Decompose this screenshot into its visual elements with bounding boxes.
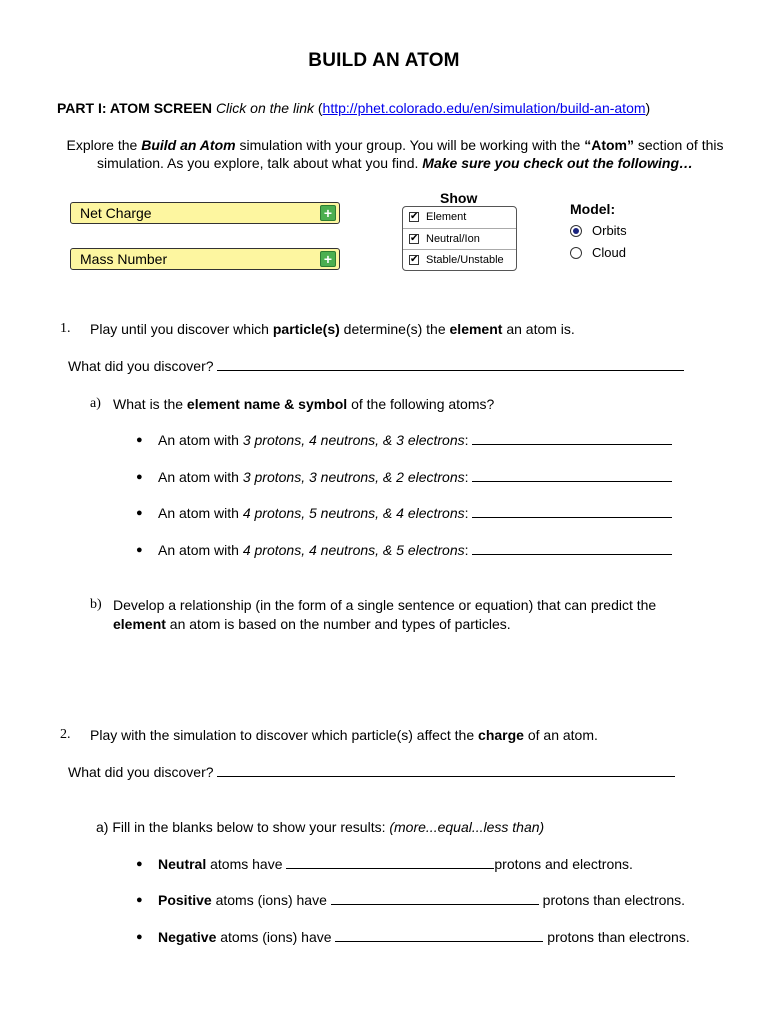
atom-item-post: : — [464, 432, 469, 448]
atom-item-pre: An atom with — [158, 469, 243, 485]
answer-blank[interactable] — [286, 856, 494, 869]
answer-blank[interactable] — [472, 469, 672, 482]
atom-item-3 — [158, 505, 672, 521]
q2-discover-label: What did you discover? — [68, 764, 214, 780]
atom-item-pre: An atom with — [158, 432, 243, 448]
atom-item-pre: An atom with — [158, 542, 243, 558]
charge-item-negative — [158, 929, 690, 945]
checkbox-checked-icon: ✔ — [410, 233, 419, 244]
q2-discover-line — [68, 764, 675, 780]
part1-label: PART I: ATOM SCREEN — [57, 100, 213, 116]
bullet-icon: ● — [136, 894, 143, 906]
page-title: BUILD AN ATOM — [308, 50, 460, 71]
q2a-line — [96, 819, 544, 835]
q2-charge: charge — [478, 727, 524, 743]
question-2-text — [90, 727, 598, 743]
expand-plus-icon: + — [320, 205, 336, 221]
answer-blank[interactable] — [217, 764, 675, 777]
atom-item-desc: 4 protons, 4 neutrons, & 5 electrons — [242, 542, 465, 558]
radio-selected-icon — [570, 225, 582, 237]
atom-item-post: : — [464, 542, 469, 558]
q1a-label: a) — [90, 396, 101, 411]
model-title: Model: — [570, 201, 616, 217]
simulation-link[interactable]: http://phet.colorado.edu/en/simulation/build-an-atom — [322, 100, 646, 116]
expand-plus-icon: + — [320, 251, 336, 267]
atom-item-desc: 3 protons, 4 neutrons, & 3 electrons — [242, 432, 465, 448]
q1a-text-2: of the following atoms? — [347, 396, 495, 412]
show-item-label: Element — [426, 211, 467, 223]
q1a-text — [113, 396, 494, 412]
intro-paragraph — [40, 136, 750, 172]
mass-number-label: Mass Number — [80, 251, 168, 267]
charge-item-positive — [158, 892, 685, 908]
intro-sim-name: Build an Atom — [141, 137, 236, 153]
atom-item-2 — [158, 469, 672, 485]
q1-text-3: an atom is. — [502, 321, 575, 337]
part1-instruction: Click on the link — [215, 100, 314, 116]
q2-text-1: Play with the simulation to discover which particle(s) affect the — [90, 727, 479, 743]
answer-blank[interactable] — [217, 358, 684, 371]
charge-item-neutral — [158, 856, 633, 872]
q1b-label: b) — [90, 597, 102, 612]
q1-text-1: Play until you discover which — [90, 321, 273, 337]
q2a-label: a) — [96, 819, 109, 835]
intro-atom-section: “Atom” — [584, 137, 634, 153]
checkbox-checked-icon: ✔ — [410, 254, 419, 265]
model-option-orbits: Orbits — [592, 223, 627, 238]
charge-item-bold: Negative — [158, 929, 217, 945]
intro-text-2: simulation with your group. You will be working with the — [235, 137, 585, 153]
q1b-text-line-1: Develop a relationship (in the form of a single sentence or equation) that can predict the — [113, 597, 657, 613]
q1-particles: particle(s) — [272, 321, 340, 337]
intro-text-1: Explore the — [66, 137, 142, 153]
charge-item-pre: atoms (ions) have — [211, 892, 331, 908]
intro-emphasis: Make sure you check out the following… — [422, 155, 693, 171]
q1b-text-line-2 — [113, 616, 511, 632]
q2a-text: Fill in the blanks below to show your results: — [112, 819, 390, 835]
answer-blank[interactable] — [472, 432, 672, 445]
atom-item-4 — [158, 542, 672, 558]
atom-item-desc: 3 protons, 3 neutrons, & 2 electrons — [242, 469, 465, 485]
model-option-cloud: Cloud — [592, 245, 626, 260]
part1-line — [57, 100, 650, 116]
show-item-label: Neutral/Ion — [426, 233, 480, 245]
charge-item-pre: atoms have — [206, 856, 287, 872]
show-item-neutral-ion — [403, 228, 516, 250]
net-charge-panel — [70, 202, 340, 224]
show-title: Show — [440, 190, 478, 206]
atom-item-1 — [158, 432, 672, 448]
mass-number-panel — [70, 248, 340, 270]
bullet-icon: ● — [136, 507, 143, 519]
intro-text-3: section of this simulation. As you explore, talk about what you find. — [96, 137, 724, 171]
link-open-paren: ( — [317, 100, 323, 116]
charge-item-bold: Neutral — [158, 856, 207, 872]
net-charge-label: Net Charge — [80, 205, 152, 221]
question-1-text — [90, 321, 575, 337]
q1b-text-rest: an atom is based on the number and types of particles. — [165, 616, 511, 632]
atom-item-post: : — [464, 469, 469, 485]
atom-item-post: : — [464, 505, 469, 521]
q1a-text-1: What is the — [113, 396, 187, 412]
answer-blank[interactable] — [331, 892, 539, 905]
bullet-icon: ● — [136, 931, 143, 943]
charge-item-post: protons and electrons. — [494, 856, 633, 872]
charge-item-post: protons than electrons. — [538, 892, 686, 908]
answer-blank[interactable] — [472, 505, 672, 518]
q1-text-2: determine(s) the — [339, 321, 450, 337]
q2a-options: (more...equal...less than) — [389, 819, 545, 835]
q1-element: element — [449, 321, 503, 337]
charge-item-post: protons than electrons. — [543, 929, 690, 945]
show-item-stable-unstable — [403, 249, 516, 271]
bullet-icon: ● — [136, 858, 143, 870]
q1b-element: element — [113, 616, 166, 632]
atom-item-pre: An atom with — [158, 505, 243, 521]
show-item-label: Stable/Unstable — [426, 254, 504, 266]
atom-item-desc: 4 protons, 5 neutrons, & 4 electrons — [242, 505, 465, 521]
q1a-bold: element name & symbol — [186, 396, 348, 412]
charge-item-pre: atoms (ions) have — [216, 929, 336, 945]
bullet-icon: ● — [136, 471, 143, 483]
answer-blank[interactable] — [335, 929, 543, 942]
charge-item-bold: Positive — [158, 892, 212, 908]
bullet-icon: ● — [136, 434, 143, 446]
bullet-icon: ● — [136, 544, 143, 556]
show-item-element — [403, 207, 516, 228]
radio-unselected-icon — [570, 247, 582, 259]
link-close-paren: ) — [645, 100, 651, 116]
answer-blank[interactable] — [472, 542, 672, 555]
show-options-box — [402, 206, 517, 271]
question-1-number: 1. — [60, 321, 71, 336]
question-2-number: 2. — [60, 727, 71, 742]
q1-discover-line — [68, 358, 684, 374]
q2-text-2: of an atom. — [523, 727, 598, 743]
q1-discover-label: What did you discover? — [68, 358, 214, 374]
checkbox-checked-icon: ✔ — [410, 211, 419, 222]
